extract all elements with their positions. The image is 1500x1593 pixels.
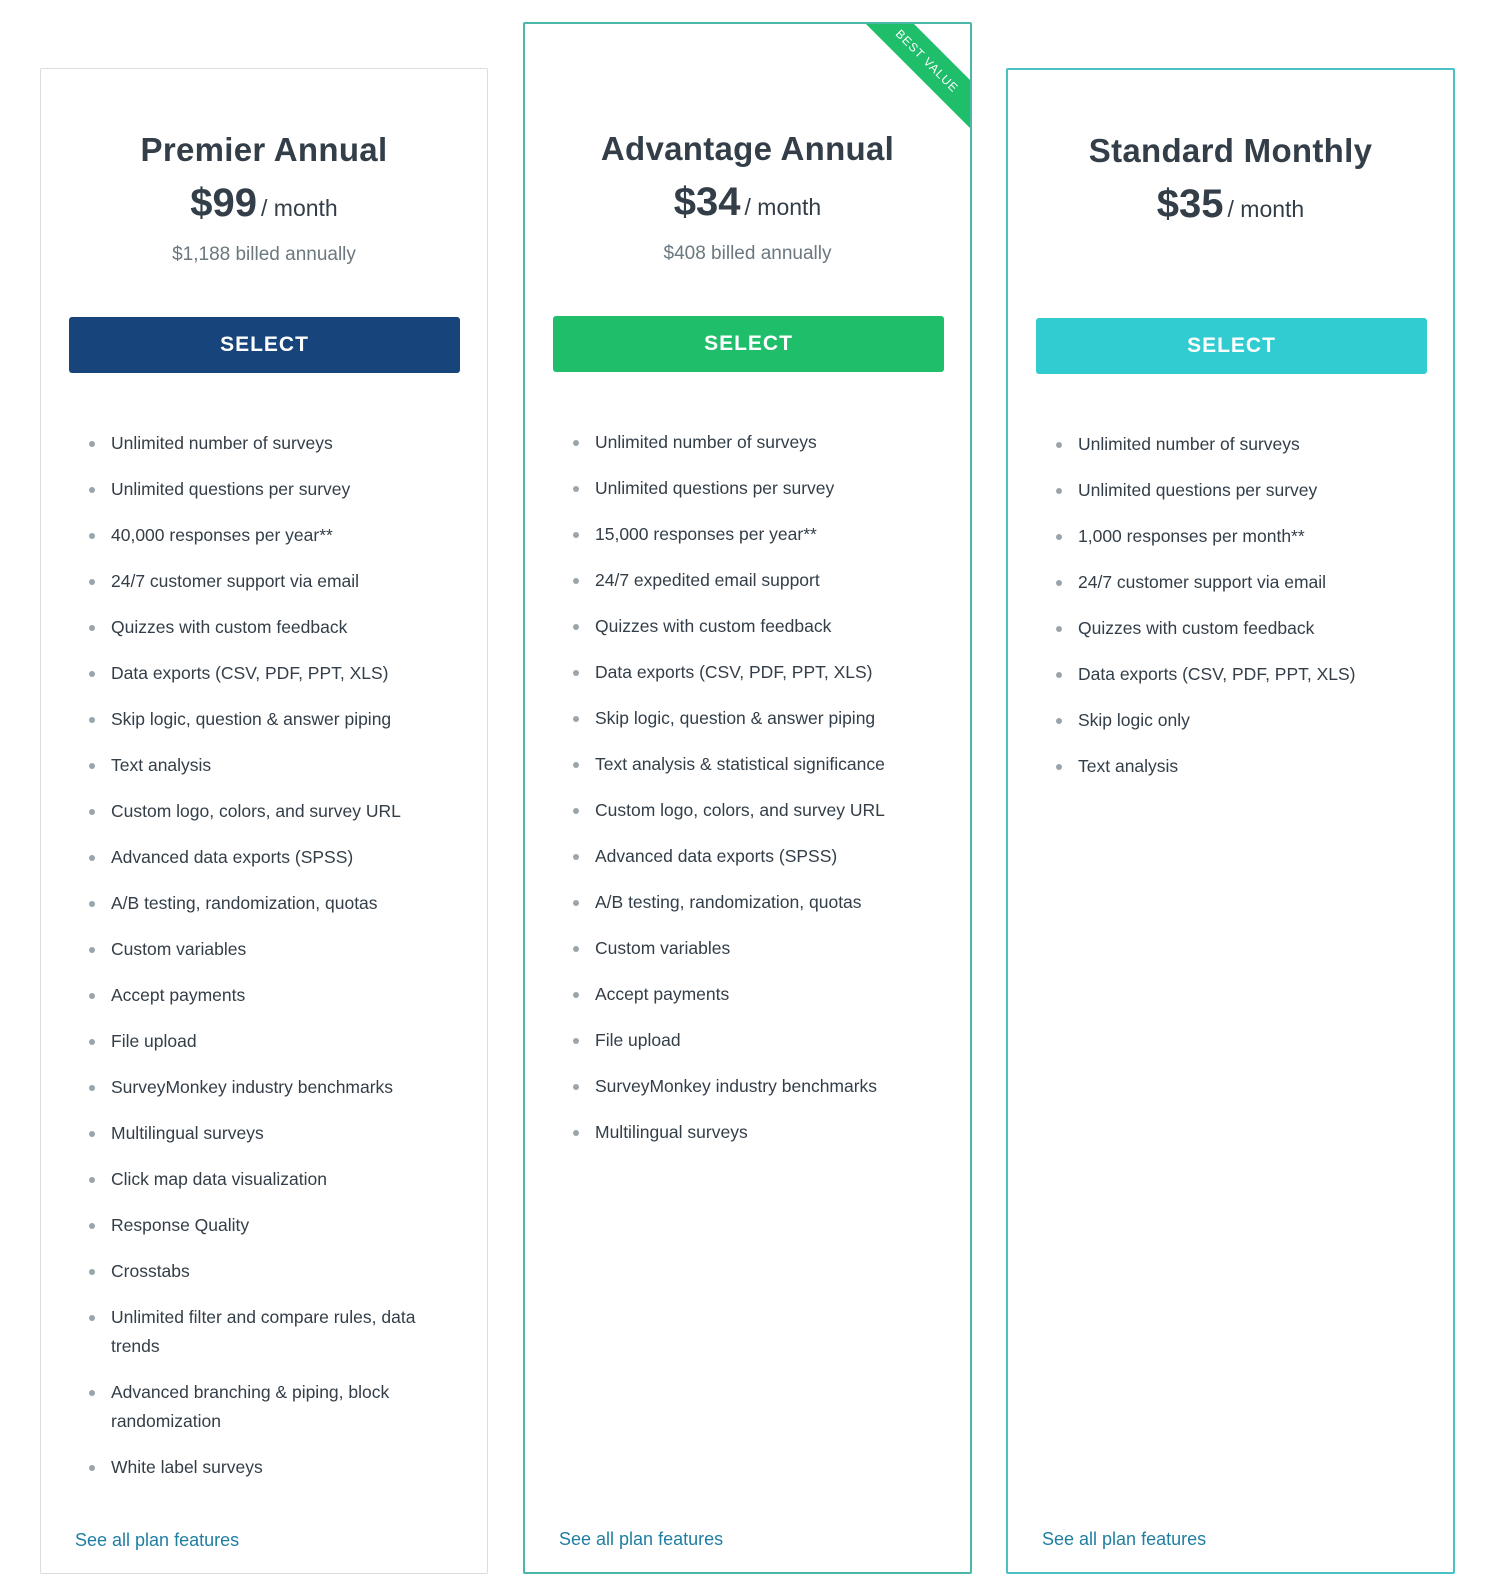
feature-item [89,1073,457,1102]
feature-item [1056,522,1423,551]
feature-text: Custom logo, colors, and survey URL [595,800,885,820]
feature-text: Crosstabs [111,1261,190,1281]
bullet-icon [573,946,579,952]
bullet-icon [573,716,579,722]
bullet-icon [1056,672,1062,678]
feature-item [1056,476,1423,505]
bullet-icon [89,1039,95,1045]
feature-text: Unlimited filter and compare rules, data trends [111,1307,416,1356]
feature-item [573,474,940,503]
bullet-icon [89,1390,95,1396]
see-all-plan-features-link[interactable]: See all plan features [75,1530,240,1550]
feature-item [573,980,940,1009]
feature-text: Quizzes with custom feedback [1078,618,1315,638]
feature-text: Text analysis & statistical significance [595,754,885,774]
feature-text: Advanced branching & piping, block randomization [111,1382,390,1431]
bullet-icon [573,854,579,860]
bullet-icon [1056,534,1062,540]
feature-text: Unlimited number of surveys [595,432,817,452]
feature-item [573,796,940,825]
bullet-icon [1056,764,1062,770]
bullet-icon [573,900,579,906]
feature-text: 1,000 responses per month** [1078,526,1305,546]
bullet-icon [89,1177,95,1183]
feature-item [89,889,457,918]
bullet-icon [1056,626,1062,632]
bullet-icon [573,532,579,538]
select-button-advantage[interactable]: SELECT [553,316,944,372]
feature-list [1056,430,1423,798]
plan-price [525,180,970,225]
feature-item [89,797,457,826]
bullet-icon [1056,580,1062,586]
feature-item [89,429,457,458]
bullet-icon [89,625,95,631]
price-amount: $34 [673,180,741,224]
feature-item [89,1257,457,1286]
bullet-icon [573,440,579,446]
bullet-icon [573,1038,579,1044]
see-all-plan-features-link[interactable]: See all plan features [1042,1529,1207,1549]
feature-text: Custom logo, colors, and survey URL [111,801,401,821]
bullet-icon [573,808,579,814]
feature-text: White label surveys [111,1457,263,1477]
feature-text: Custom variables [111,939,247,959]
feature-item [89,843,457,872]
bullet-icon [89,993,95,999]
plan-title: Premier Annual [140,131,388,168]
feature-text: Quizzes with custom feedback [595,616,832,636]
bullet-icon [1056,442,1062,448]
bullet-icon [573,762,579,768]
plan-title: Standard Monthly [1088,132,1373,169]
feature-text: Unlimited number of surveys [1078,434,1300,454]
feature-text: Data exports (CSV, PDF, PPT, XLS) [111,663,389,683]
feature-text: Accept payments [595,984,730,1004]
feature-item [89,1378,457,1436]
feature-list [573,428,940,1164]
feature-text: Click map data visualization [111,1169,327,1189]
plan-card-standard-monthly [1006,68,1455,1574]
billed-note: $408 billed annually [663,243,832,264]
bullet-icon [89,533,95,539]
feature-text: Multilingual surveys [595,1122,748,1142]
bullet-icon [89,671,95,677]
feature-item [89,567,457,596]
feature-item [1056,706,1423,735]
feature-item [573,750,940,779]
feature-item [89,521,457,550]
price-unit: / month [744,194,822,220]
feature-item [573,934,940,963]
plan-price [41,181,487,226]
bullet-icon [573,486,579,492]
feature-item [89,475,457,504]
feature-text: Advanced data exports (SPSS) [111,847,354,867]
bullet-icon [89,717,95,723]
bullet-icon [89,1131,95,1137]
feature-text: Skip logic only [1078,710,1190,730]
feature-item [1056,430,1423,459]
price-unit: / month [1227,196,1305,222]
bullet-icon [89,763,95,769]
feature-item [573,888,940,917]
bullet-icon [89,579,95,585]
feature-item [573,428,940,457]
feature-text: A/B testing, randomization, quotas [595,892,862,912]
plan-title: Advantage Annual [600,130,895,167]
bullet-icon [573,670,579,676]
plan-card-premier-annual [40,68,488,1574]
feature-text: Response Quality [111,1215,250,1235]
feature-text: Quizzes with custom feedback [111,617,348,637]
bullet-icon [89,1085,95,1091]
price-amount: $99 [190,181,258,225]
feature-item [573,520,940,549]
feature-item [1056,614,1423,643]
feature-item [89,751,457,780]
feature-item [573,566,940,595]
feature-item [573,1072,940,1101]
feature-item [573,612,940,641]
feature-text: Unlimited number of surveys [111,433,333,453]
feature-text: 24/7 customer support via email [111,571,360,591]
bullet-icon [89,947,95,953]
feature-text: Unlimited questions per survey [111,479,351,499]
bullet-icon [89,855,95,861]
feature-text: Text analysis [1078,756,1179,776]
feature-text: 24/7 customer support via email [1078,572,1327,592]
feature-text: Unlimited questions per survey [595,478,835,498]
feature-text: Multilingual surveys [111,1123,264,1143]
bullet-icon [89,809,95,815]
feature-text: Accept payments [111,985,246,1005]
feature-item [573,1026,940,1055]
feature-text: SurveyMonkey industry benchmarks [111,1077,394,1097]
bullet-icon [573,1084,579,1090]
feature-text: SurveyMonkey industry benchmarks [595,1076,878,1096]
bullet-icon [89,1269,95,1275]
feature-item [1056,660,1423,689]
select-button-standard[interactable]: SELECT [1036,318,1427,374]
feature-item [89,1027,457,1056]
feature-text: Custom variables [595,938,731,958]
plan-card-advantage-annual [523,22,972,1574]
feature-text: File upload [111,1031,197,1051]
feature-item [89,705,457,734]
see-all-plan-features-link[interactable]: See all plan features [559,1529,724,1549]
feature-item [573,842,940,871]
bullet-icon [1056,488,1062,494]
feature-text: Unlimited questions per survey [1078,480,1318,500]
billed-note: $1,188 billed annually [172,244,356,265]
feature-item [89,1211,457,1240]
bullet-icon [573,578,579,584]
bullet-icon [89,1315,95,1321]
plan-price [1008,182,1453,227]
feature-item [573,1118,940,1147]
feature-item [89,981,457,1010]
feature-item [89,1119,457,1148]
bullet-icon [573,992,579,998]
feature-text: Skip logic, question & answer piping [111,709,392,729]
feature-text: Skip logic, question & answer piping [595,708,876,728]
bullet-icon [573,624,579,630]
feature-text: 24/7 expedited email support [595,570,820,590]
feature-item [89,935,457,964]
bullet-icon [1056,718,1062,724]
feature-text: Data exports (CSV, PDF, PPT, XLS) [1078,664,1356,684]
bullet-icon [89,441,95,447]
feature-item [89,613,457,642]
feature-text: Data exports (CSV, PDF, PPT, XLS) [595,662,873,682]
select-button-premier[interactable]: SELECT [69,317,460,373]
feature-list [89,429,457,1499]
bullet-icon [573,1130,579,1136]
feature-text: 40,000 responses per year** [111,525,333,545]
feature-item [573,658,940,687]
feature-text: File upload [595,1030,681,1050]
feature-text: Advanced data exports (SPSS) [595,846,838,866]
bullet-icon [89,1465,95,1471]
price-unit: / month [261,195,338,221]
feature-item [89,1303,457,1361]
feature-item [573,704,940,733]
feature-text: Text analysis [111,755,212,775]
feature-text: A/B testing, randomization, quotas [111,893,378,913]
feature-text: 15,000 responses per year** [595,524,817,544]
feature-item [89,659,457,688]
feature-item [89,1165,457,1194]
bullet-icon [89,901,95,907]
feature-item [1056,752,1423,781]
price-amount: $35 [1156,182,1224,226]
bullet-icon [89,1223,95,1229]
best-value-ribbon: BEST VALUE [855,22,972,133]
bullet-icon [89,487,95,493]
feature-item [1056,568,1423,597]
feature-item [89,1453,457,1482]
